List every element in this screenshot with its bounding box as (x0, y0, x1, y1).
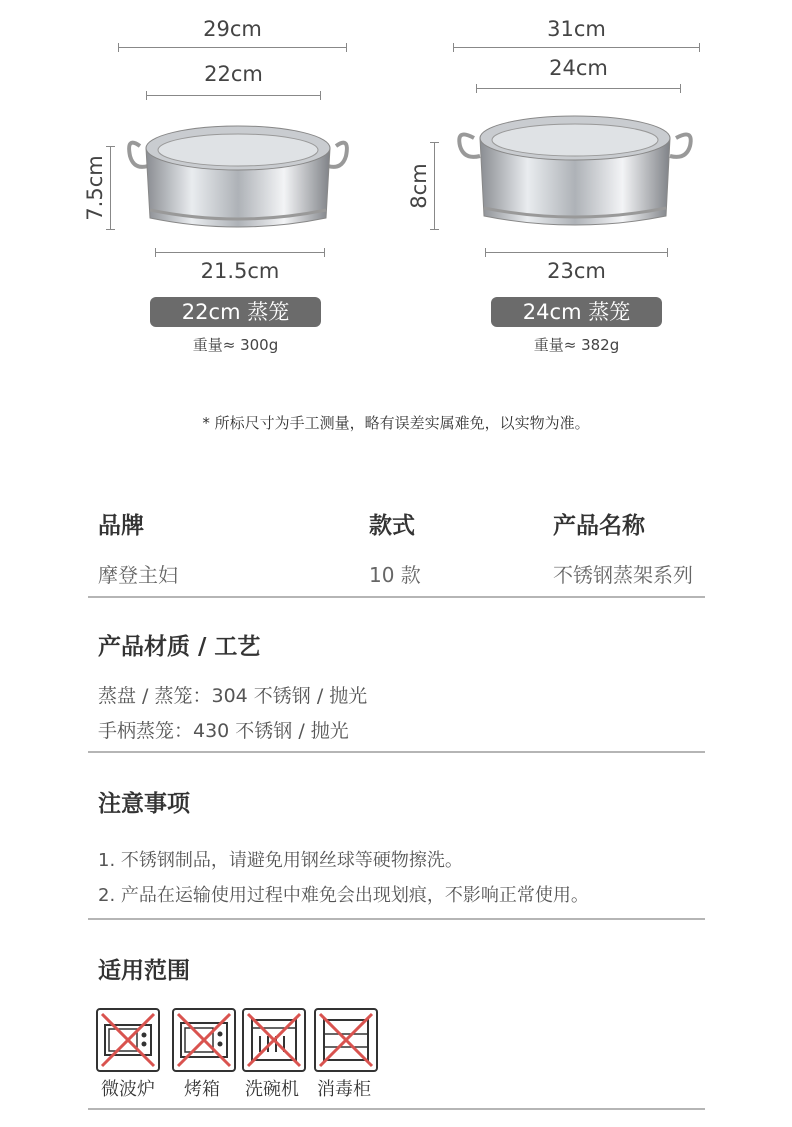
header-brand: 品牌 (98, 513, 144, 539)
usage-label-oven: 烤箱 (184, 1079, 220, 1100)
usage-label-sterilizer: 消毒柜 (317, 1079, 371, 1100)
header-style: 款式 (369, 513, 415, 539)
header-product-name: 产品名称 (553, 513, 645, 539)
inner-dimension-label: 22cm (204, 62, 263, 86)
microwave-icon (96, 1008, 160, 1072)
notice-line-2: 2. 产品在运输使用过程中难免会出现划痕，不影响正常使用。 (98, 885, 589, 906)
notice-line-1: 1. 不锈钢制品，请避免用钢丝球等硬物擦洗。 (98, 850, 463, 871)
section-divider (88, 1108, 705, 1110)
product-name-badge: 24cm 蒸笼 (491, 297, 662, 327)
measurement-note: * 所标尺寸为手工测量，略有误差实属难免，以实物为准。 (202, 414, 590, 432)
top-dimension-label: 31cm (547, 17, 606, 41)
usage-label-dishwasher: 洗碗机 (245, 1079, 299, 1100)
top-dimension-line (453, 47, 700, 48)
value-style: 10 款 (369, 563, 421, 587)
value-product-name: 不锈钢蒸架系列 (553, 563, 693, 587)
height-dimension-label: 7.5cm (83, 155, 107, 221)
section-divider (88, 918, 705, 920)
usage-label-microwave: 微波炉 (101, 1079, 155, 1100)
inner-dimension-line (146, 95, 321, 96)
inner-dimension-line (476, 88, 681, 89)
material-title: 产品材质 / 工艺 (98, 634, 261, 660)
height-dimension-line (434, 142, 435, 230)
top-dimension-line (118, 47, 347, 48)
material-line-1: 蒸盘 / 蒸笼：304 不锈钢 / 抛光 (98, 685, 368, 707)
dishwasher-icon (242, 1008, 306, 1072)
base-dimension-label: 21.5cm (200, 259, 280, 283)
material-line-2: 手柄蒸笼：430 不锈钢 / 抛光 (98, 720, 349, 742)
base-dimension-line (485, 252, 668, 253)
height-dimension-line (110, 146, 111, 230)
steamer-image-22cm (118, 108, 358, 248)
product-name-badge: 22cm 蒸笼 (150, 297, 321, 327)
base-dimension-label: 23cm (547, 259, 606, 283)
oven-icon (172, 1008, 236, 1072)
base-dimension-line (155, 252, 325, 253)
product-weight: 重量≈ 382g (533, 336, 620, 354)
section-divider (88, 596, 705, 598)
inner-dimension-label: 24cm (549, 56, 608, 80)
usage-title: 适用范围 (98, 958, 190, 984)
value-brand: 摩登主妇 (98, 563, 178, 587)
notice-title: 注意事项 (98, 791, 190, 817)
product-weight: 重量≈ 300g (192, 336, 279, 354)
steamer-image-24cm (450, 100, 700, 240)
sterilizer-icon (314, 1008, 378, 1072)
section-divider (88, 751, 705, 753)
height-dimension-label: 8cm (407, 163, 431, 209)
top-dimension-label: 29cm (203, 17, 262, 41)
